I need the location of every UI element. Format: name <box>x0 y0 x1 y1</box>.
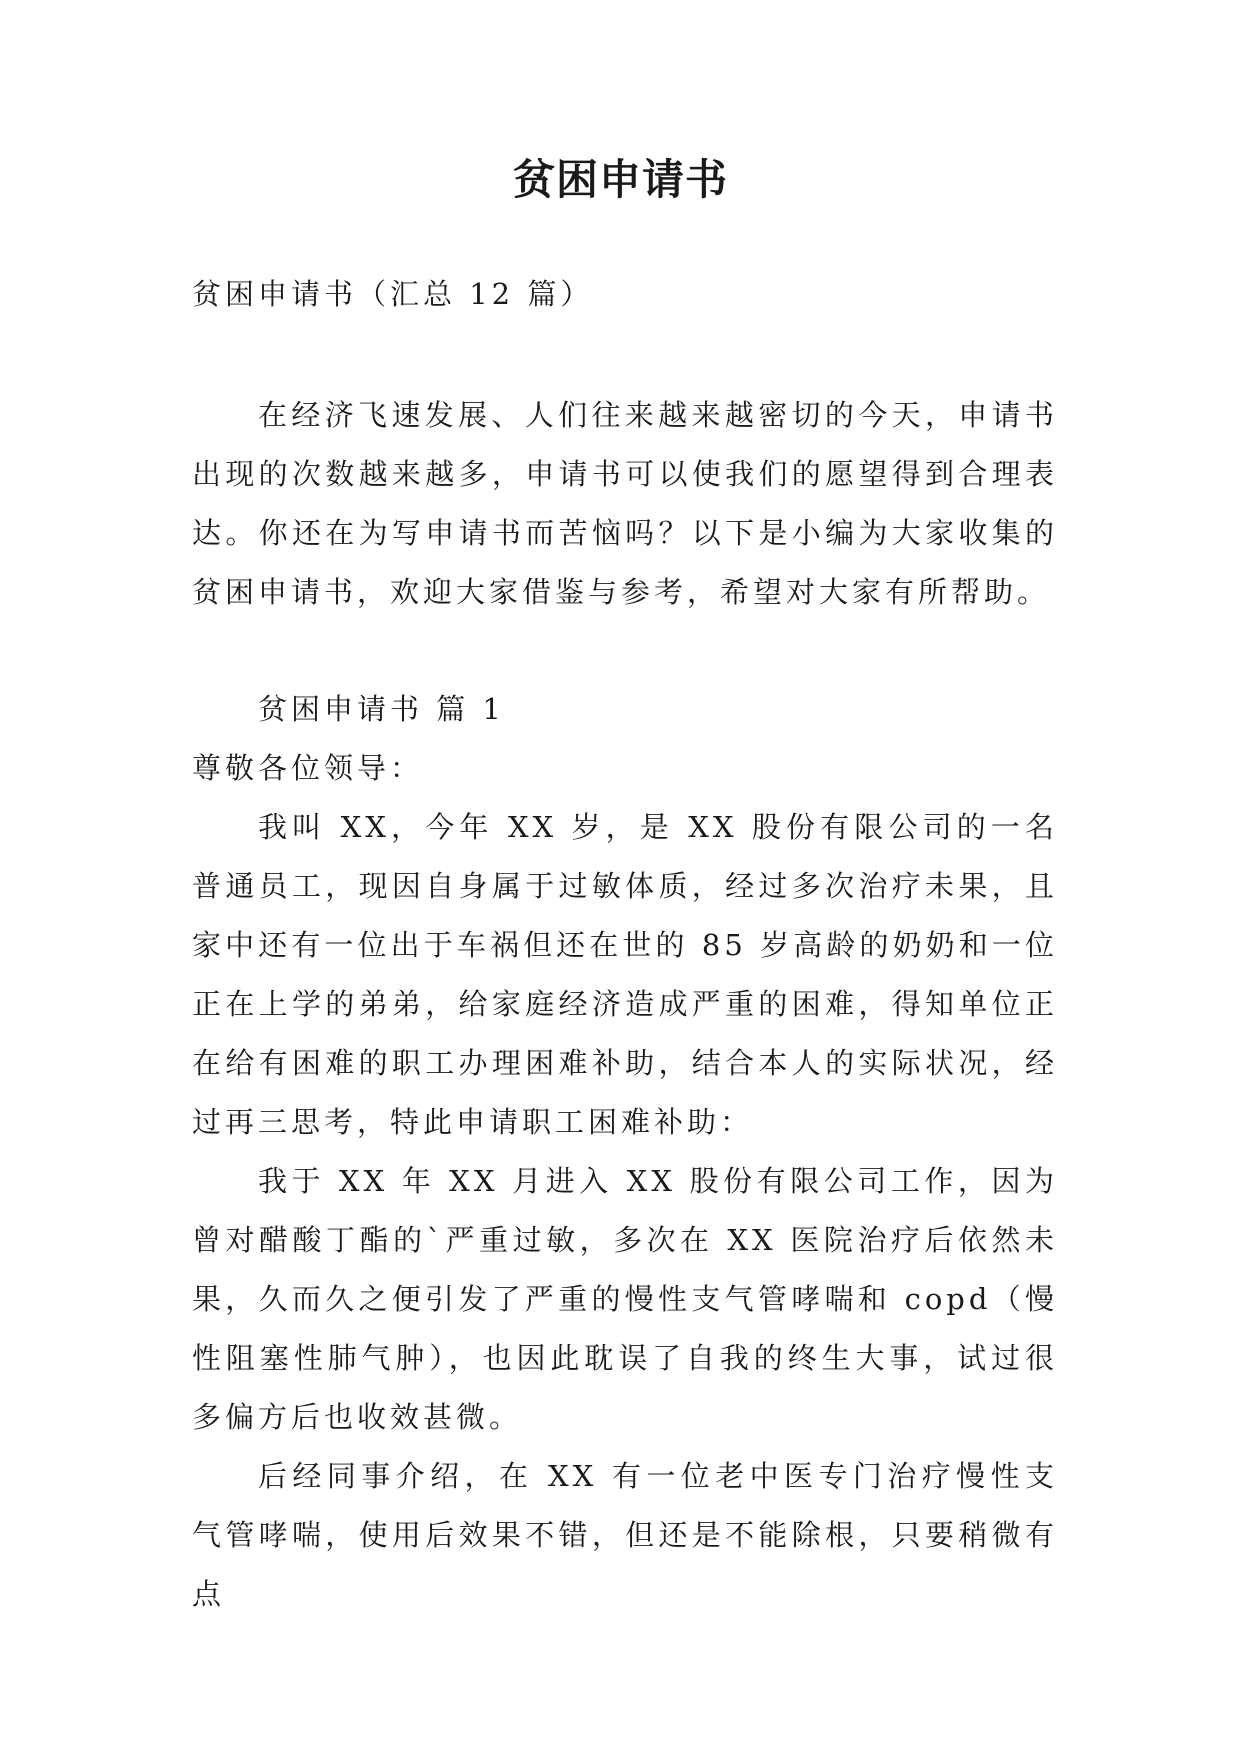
body-paragraph: 后经同事介绍，在 XX 有一位老中医专门治疗慢性支气管哮喘，使用后效果不错，但还是不能除根，只要稍微有点 <box>192 1459 1058 1611</box>
body-paragraph: 我叫 XX，今年 XX 岁，是 XX 股份有限公司的一名普通员工，现因自身属于过敏体质，经过多次治疗未果，且家中还有一位出于车祸但还在世的 85 岁高龄的奶奶和一位正在上学的弟弟，给家庭经济造成严重的困难，得知单位正在给有困难的职工办理困难补助，结合本人的实际状况，经过再三思考，特此申请职工困难补助： <box>192 810 1058 1139</box>
document-title: 贫困申请书 <box>512 155 728 204</box>
document-subtitle: 贫困申请书（汇总 12 篇） <box>192 277 594 311</box>
document-body <box>192 265 1058 1624</box>
body-paragraph: 我于 XX 年 XX 月进入 XX 股份有限公司工作，因为曾对醋酸丁酯的`严重过敏，多次在 XX 医院治疗后依然未果，久而久之便引发了严重的慢性支气管哮喘和 copd（慢性阻塞性肺气肿），也因此耽误了自我的终生大事，试过很多偏方后也收效甚微。 <box>192 1164 1058 1434</box>
salutation: 尊敬各位领导： <box>192 751 424 785</box>
section-heading: 贫困申请书 篇 1 <box>258 692 505 726</box>
intro-paragraph: 在经济飞速发展、人们往来越来越密切的今天，申请书出现的次数越来越多，申请书可以使我们的愿望得到合理表达。你还在为写申请书而苦恼吗？以下是小编为大家收集的贫困申请书，欢迎大家借鉴与参考，希望对大家有所帮助。 <box>192 398 1058 609</box>
